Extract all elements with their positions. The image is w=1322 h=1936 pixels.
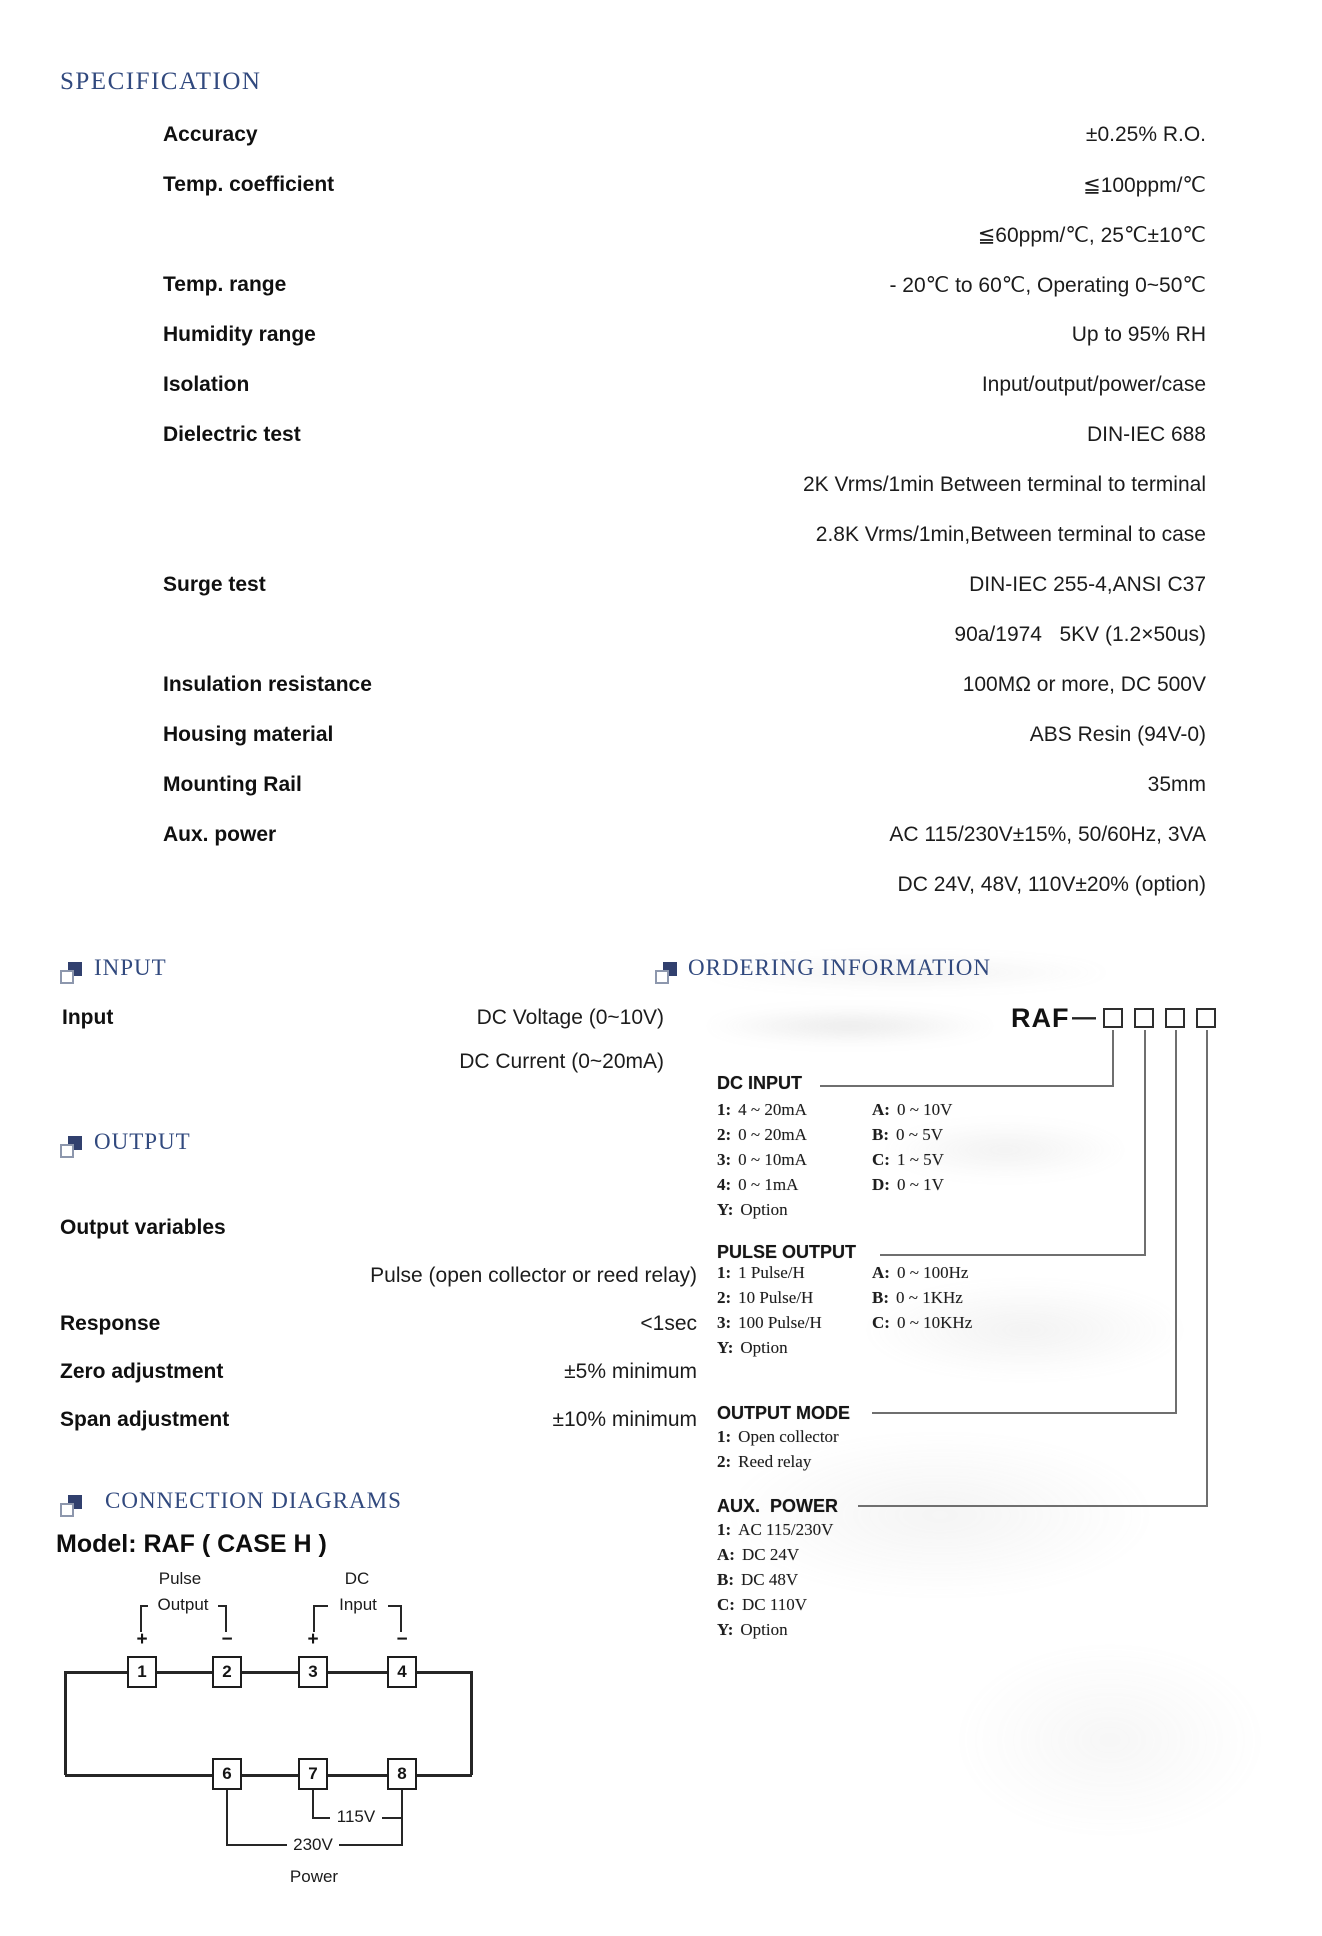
output-value: ±5% minimum — [564, 1360, 697, 1383]
spec-row — [163, 710, 1206, 760]
spec-value: Up to 95% RH — [1071, 323, 1206, 346]
spec-row — [163, 810, 1206, 860]
pulse-bracket-line — [140, 1605, 142, 1632]
entry-value: 0 ~ 1KHz — [896, 1287, 963, 1307]
connection-section-title: CONNECTION DIAGRAMS — [105, 1488, 402, 1513]
dc-input-label-bottom: Input — [328, 1595, 388, 1615]
ordering-entry — [872, 1285, 972, 1310]
spec-label: Aux. power — [163, 823, 277, 846]
spec-value: ≦60ppm/℃, 25℃±10℃ — [977, 223, 1206, 247]
ordering-entry — [717, 1567, 833, 1592]
terminal-box: 7 — [298, 1758, 328, 1790]
model-code-box-1 — [1103, 1008, 1123, 1028]
output-label: Output variables — [60, 1216, 226, 1239]
entry-key: 2: — [717, 1287, 732, 1307]
entry-value: 0 ~ 100Hz — [896, 1262, 969, 1282]
terminal-box: 3 — [298, 1656, 328, 1688]
entry-value: 0 ~ 10mA — [738, 1149, 807, 1169]
input-row — [62, 996, 664, 1040]
pulse-output-label-top: Pulse — [158, 1569, 202, 1588]
ordering-group-title-aux-power: AUX. POWER — [717, 1496, 839, 1516]
ordering-entry — [872, 1122, 952, 1147]
spec-label: Housing material — [163, 723, 334, 746]
entry-key: D: — [872, 1174, 890, 1194]
ordering-entry — [717, 1517, 833, 1542]
scan-artifact — [950, 1640, 1270, 1840]
output-label: Zero adjustment — [60, 1360, 224, 1383]
leader-line — [858, 1505, 1208, 1507]
entry-key: C: — [872, 1312, 890, 1332]
entry-value: Open collector — [738, 1426, 839, 1446]
scan-artifact — [700, 1008, 1000, 1044]
power-tap-line-6 — [226, 1790, 228, 1846]
ordering-entry — [717, 1449, 839, 1474]
model-code-box-3 — [1165, 1008, 1185, 1028]
input-row — [62, 1040, 664, 1084]
spec-row — [163, 660, 1206, 710]
spec-label: Temp. range — [163, 273, 287, 296]
drop-line — [1175, 1030, 1177, 1414]
model-code-prefix: RAF — [1011, 1003, 1070, 1033]
connection-model-label: Model: RAF ( CASE H ) — [56, 1530, 327, 1558]
leader-line — [880, 1254, 1146, 1256]
spec-row — [163, 360, 1206, 410]
spec-row — [163, 160, 1206, 210]
entry-value: Option — [740, 1337, 788, 1357]
entry-key: B: — [872, 1287, 889, 1307]
spec-value: 2.8K Vrms/1min,Between terminal to case — [815, 523, 1206, 546]
ordering-entry — [872, 1172, 952, 1197]
drop-line — [1144, 1030, 1146, 1256]
spec-value: - 20℃ to 60℃, Operating 0~50℃ — [889, 273, 1206, 297]
ordering-list — [872, 1097, 952, 1197]
entry-value: 10 Pulse/H — [738, 1287, 814, 1307]
entry-value: Option — [740, 1199, 788, 1219]
spec-label: Dielectric test — [163, 423, 301, 446]
ordering-entry — [717, 1172, 807, 1197]
ordering-entry — [717, 1122, 807, 1147]
ordering-entry — [872, 1260, 972, 1285]
section-bullet-icon — [60, 962, 82, 984]
output-value: <1sec — [640, 1312, 697, 1335]
spec-row — [163, 210, 1206, 260]
ordering-section-title: ORDERING INFORMATION — [688, 955, 992, 980]
pulse-output-label-bottom: Output — [148, 1595, 218, 1615]
section-bullet-icon — [655, 962, 677, 984]
spec-row — [163, 610, 1206, 660]
polarity-sign: + — [136, 1629, 148, 1650]
spec-label: Insulation resistance — [163, 673, 372, 696]
output-row — [60, 1300, 697, 1348]
terminal-box: 4 — [387, 1656, 417, 1688]
entry-key: Y: — [717, 1619, 734, 1639]
ordering-group-title-pulse-output: PULSE OUTPUT — [717, 1242, 857, 1262]
ordering-list — [872, 1260, 972, 1335]
power-tap-line-7 — [312, 1790, 314, 1818]
spec-label: Humidity range — [163, 323, 316, 346]
model-code-box-2 — [1134, 1008, 1154, 1028]
dc-bracket-line — [400, 1605, 402, 1632]
dc-input-label-top: DC — [344, 1569, 370, 1588]
ordering-entry — [872, 1147, 952, 1172]
entry-key: 4: — [717, 1174, 732, 1194]
terminal-box: 2 — [212, 1656, 242, 1688]
output-section-title: OUTPUT — [94, 1129, 191, 1154]
output-row — [60, 1252, 697, 1300]
entry-value: 1 ~ 5V — [896, 1149, 944, 1169]
entry-key: 1: — [717, 1099, 732, 1119]
model-code-box-4 — [1196, 1008, 1216, 1028]
specification-title: SPECIFICATION — [60, 68, 262, 95]
ordering-entry — [717, 1335, 822, 1360]
polarity-sign: − — [396, 1629, 408, 1650]
input-rows — [62, 996, 664, 1084]
entry-key: B: — [717, 1569, 734, 1589]
dc-bracket-line — [313, 1605, 315, 1632]
spec-row — [163, 410, 1206, 460]
entry-key: Y: — [717, 1199, 734, 1219]
ordering-list — [717, 1424, 839, 1474]
ordering-list — [717, 1260, 822, 1360]
ordering-entry — [717, 1592, 833, 1617]
entry-value: 100 Pulse/H — [738, 1312, 822, 1332]
spec-value: 35mm — [1147, 773, 1206, 796]
entry-value: Reed relay — [738, 1451, 812, 1471]
voltage-label-115: 115V — [330, 1807, 382, 1827]
spec-value: 90a/1974 5KV (1.2×50us) — [954, 623, 1206, 646]
terminal-box: 8 — [387, 1758, 417, 1790]
spec-row — [163, 260, 1206, 310]
ordering-group-title-dc-input: DC INPUT — [717, 1073, 802, 1093]
ordering-entry — [872, 1310, 972, 1335]
section-bullet-icon — [60, 1495, 82, 1517]
specification-table — [163, 110, 1206, 910]
ordering-group-title-output-mode: OUTPUT MODE — [717, 1403, 850, 1423]
ordering-entry — [717, 1424, 839, 1449]
ordering-entry — [717, 1617, 833, 1642]
terminal-box: 1 — [127, 1656, 157, 1688]
spec-label: Surge test — [163, 573, 266, 596]
entry-key: 3: — [717, 1149, 732, 1169]
entry-key: C: — [872, 1149, 890, 1169]
spec-row — [163, 460, 1206, 510]
terminal-box: 6 — [212, 1758, 242, 1790]
entry-value: 0 ~ 10V — [896, 1099, 953, 1119]
leader-line — [820, 1085, 1114, 1087]
connection-diagram — [40, 1555, 495, 1900]
entry-value: Option — [740, 1619, 788, 1639]
ordering-list — [717, 1517, 833, 1642]
output-value: Pulse (open collector or reed relay) — [370, 1264, 697, 1287]
input-value: DC Current (0~20mA) — [459, 1050, 664, 1073]
spec-label: Temp. coefficient — [163, 173, 335, 196]
spec-row — [163, 760, 1206, 810]
output-row — [60, 1348, 697, 1396]
spec-value: 100MΩ or more, DC 500V — [962, 673, 1206, 696]
entry-key: 2: — [717, 1124, 732, 1144]
spec-value: DIN-IEC 688 — [1086, 423, 1206, 446]
entry-value: 0 ~ 1mA — [738, 1174, 799, 1194]
output-label: Span adjustment — [60, 1408, 230, 1431]
bullet-square-back — [655, 970, 669, 984]
entry-key: 1: — [717, 1426, 732, 1446]
entry-key: 3: — [717, 1312, 732, 1332]
bullet-square-back — [60, 1503, 74, 1517]
input-value: DC Voltage (0~10V) — [476, 1006, 664, 1029]
ordering-entry — [717, 1097, 807, 1122]
entry-value: 1 Pulse/H — [738, 1262, 805, 1282]
pulse-bracket-line — [225, 1605, 227, 1632]
wire-right-rail — [470, 1671, 473, 1775]
voltage-label-230: 230V — [287, 1835, 339, 1855]
spec-value: DIN-IEC 255-4,ANSI C37 — [969, 573, 1206, 596]
output-label: Response — [60, 1312, 161, 1335]
ordering-list — [717, 1097, 807, 1222]
ordering-entry — [717, 1285, 822, 1310]
output-row — [60, 1204, 697, 1252]
spec-value: ±0.25% R.O. — [1085, 123, 1206, 146]
section-bullet-icon — [60, 1136, 82, 1158]
ordering-entry — [717, 1147, 807, 1172]
input-label: Input — [62, 1006, 114, 1029]
spec-value: ≦100ppm/℃ — [1083, 173, 1206, 197]
spec-label: Mounting Rail — [163, 773, 302, 796]
spec-row — [163, 110, 1206, 160]
drop-line — [1206, 1030, 1208, 1507]
entry-key: 1: — [717, 1262, 732, 1282]
ordering-entry — [717, 1197, 807, 1222]
entry-value: DC 110V — [741, 1594, 807, 1614]
model-code-separator: — — [1072, 1004, 1096, 1031]
input-section-title: INPUT — [94, 955, 167, 980]
spec-label: Accuracy — [163, 123, 258, 146]
entry-value: 0 ~ 10KHz — [896, 1312, 973, 1332]
spec-value: DC 24V, 48V, 110V±20% (option) — [897, 873, 1206, 896]
entry-key: A: — [872, 1099, 890, 1119]
polarity-sign: − — [221, 1629, 233, 1650]
entry-value: 0 ~ 1V — [896, 1174, 944, 1194]
drop-line — [1112, 1030, 1114, 1087]
entry-value: 0 ~ 5V — [896, 1124, 943, 1144]
spec-label: Isolation — [163, 373, 250, 396]
entry-key: A: — [717, 1544, 735, 1564]
output-row — [60, 1396, 697, 1444]
entry-key: 1: — [717, 1519, 732, 1539]
bullet-square-back — [60, 1144, 74, 1158]
spec-row — [163, 560, 1206, 610]
wire-left-rail — [64, 1671, 67, 1775]
output-rows — [60, 1204, 697, 1444]
entry-key: A: — [872, 1262, 890, 1282]
power-label: Power — [289, 1867, 339, 1886]
entry-key: 2: — [717, 1451, 732, 1471]
entry-value: AC 115/230V — [738, 1519, 834, 1539]
ordering-entry — [717, 1542, 833, 1567]
entry-value: DC 48V — [741, 1569, 799, 1589]
output-value: ±10% minimum — [552, 1408, 697, 1431]
entry-key: Y: — [717, 1337, 734, 1357]
entry-value: 4 ~ 20mA — [738, 1099, 807, 1119]
ordering-entry — [717, 1260, 822, 1285]
spec-value: 2K Vrms/1min Between terminal to terminal — [802, 473, 1206, 496]
spec-row — [163, 860, 1206, 910]
spec-row — [163, 310, 1206, 360]
ordering-entry — [717, 1310, 822, 1335]
bullet-square-back — [60, 970, 74, 984]
entry-key: C: — [717, 1594, 735, 1614]
spec-value: Input/output/power/case — [981, 373, 1206, 396]
entry-value: 0 ~ 20mA — [738, 1124, 807, 1144]
spec-value: AC 115/230V±15%, 50/60Hz, 3VA — [889, 823, 1206, 846]
spec-row — [163, 510, 1206, 560]
entry-value: DC 24V — [741, 1544, 800, 1564]
leader-line — [872, 1412, 1177, 1414]
spec-value: ABS Resin (94V-0) — [1029, 723, 1206, 746]
entry-key: B: — [872, 1124, 889, 1144]
ordering-entry — [872, 1097, 952, 1122]
polarity-sign: + — [307, 1629, 319, 1650]
